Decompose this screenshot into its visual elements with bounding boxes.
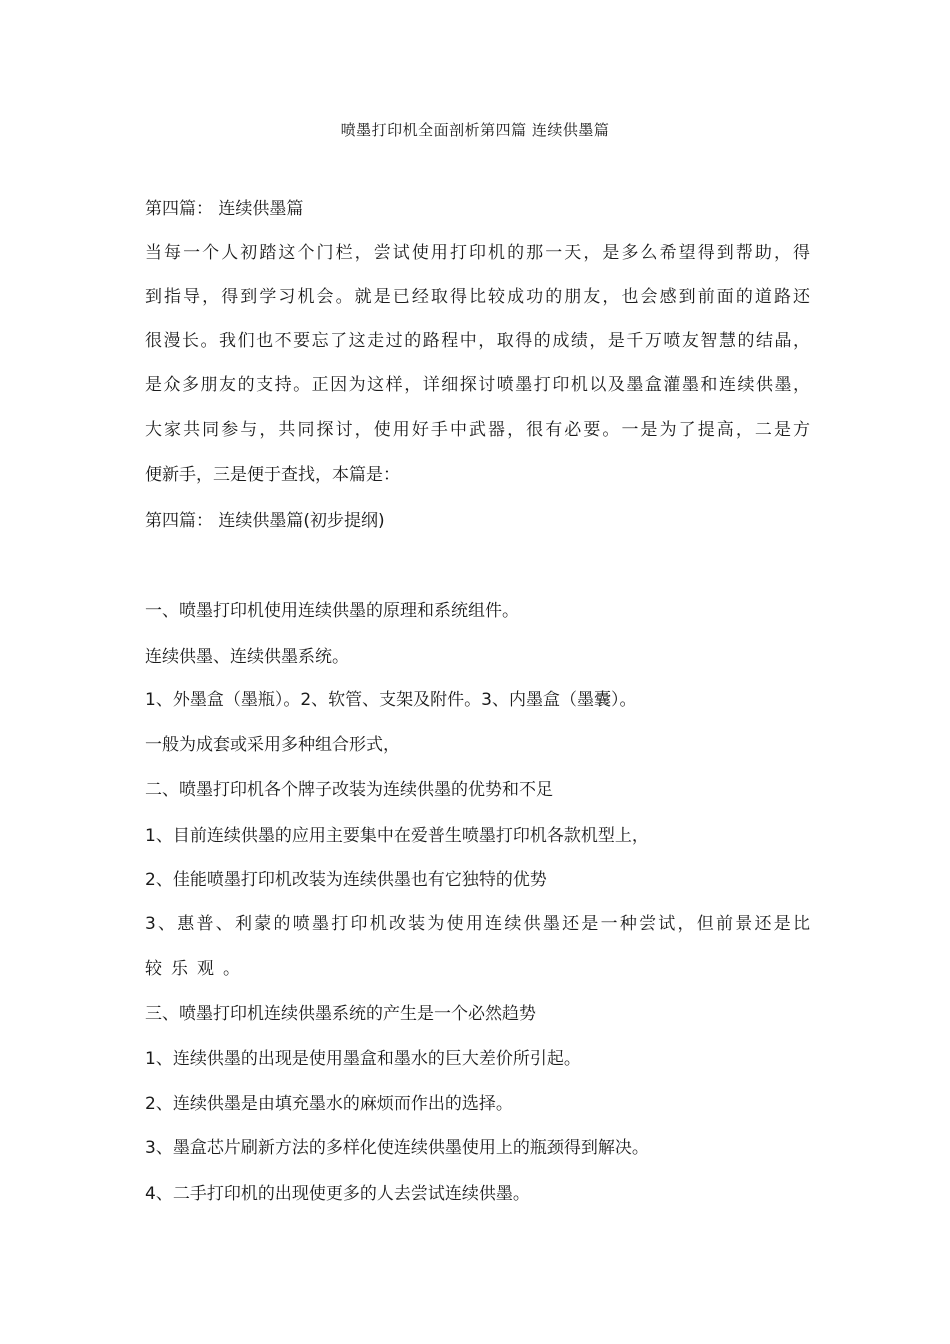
- paragraph-line: 是众多朋友的支持。正因为这样，详细探讨喷墨打印机以及墨盒灌墨和连续供墨，: [145, 375, 810, 395]
- document-title: 喷墨打印机全面剖析第四篇 连续供墨篇: [340, 121, 610, 139]
- section-heading: 第四篇： 连续供墨篇(初步提纲): [145, 511, 385, 531]
- paragraph-line: 大家共同参与，共同探讨，使用好手中武器，很有必要。一是为了提高，二是方: [145, 420, 810, 440]
- list-item: 2、连续供墨是由填充墨水的麻烦而作出的选择。: [145, 1094, 513, 1114]
- list-item: 2、佳能喷墨打印机改装为连续供墨也有它独特的优势: [145, 870, 547, 890]
- outline-heading: 一、喷墨打印机使用连续供墨的原理和系统组件。: [145, 601, 519, 621]
- paragraph-line: 便新手，三是便于查找，本篇是：: [145, 465, 400, 485]
- list-item: 3、惠普、利蒙的喷墨打印机改装为使用连续供墨还是一种尝试，但前景还是比: [145, 914, 810, 934]
- section-heading: 第四篇： 连续供墨篇: [145, 199, 304, 219]
- list-item: 1、目前连续供墨的应用主要集中在爱普生喷墨打印机各款机型上，: [145, 826, 649, 846]
- outline-heading: 二、喷墨打印机各个牌子改装为连续供墨的优势和不足: [145, 780, 553, 800]
- list-item: 较乐观。: [145, 959, 249, 979]
- list-item: 1、外墨盒（墨瓶）。2、软管、支架及附件。3、内墨盒（墨囊）。: [145, 690, 637, 710]
- list-item: 连续供墨、连续供墨系统。: [145, 647, 349, 667]
- paragraph-line: 到指导，得到学习机会。就是已经取得比较成功的朋友，也会感到前面的道路还: [145, 287, 810, 307]
- list-item: 3、墨盒芯片刷新方法的多样化使连续供墨使用上的瓶颈得到解决。: [145, 1138, 649, 1158]
- list-item: 4、二手打印机的出现使更多的人去尝试连续供墨。: [145, 1184, 530, 1204]
- outline-heading: 三、喷墨打印机连续供墨系统的产生是一个必然趋势: [145, 1004, 536, 1024]
- paragraph-line: 当每一个人初踏这个门栏，尝试使用打印机的那一天，是多么希望得到帮助，得: [145, 243, 810, 263]
- list-item: 一般为成套或采用多种组合形式，: [145, 735, 400, 755]
- paragraph-line: 很漫长。我们也不要忘了这走过的路程中，取得的成绩，是千万喷友智慧的结晶，: [145, 331, 810, 351]
- list-item: 1、连续供墨的出现是使用墨盒和墨水的巨大差价所引起。: [145, 1049, 581, 1069]
